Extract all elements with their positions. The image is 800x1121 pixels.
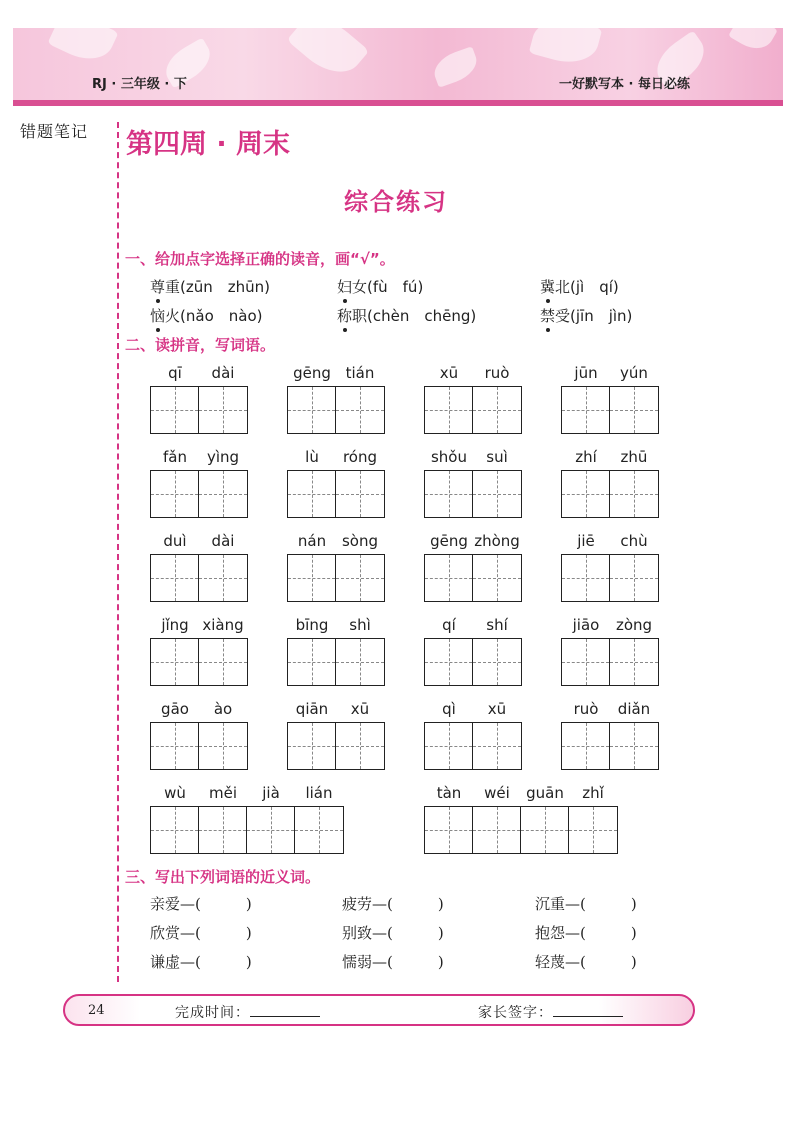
grid-cell[interactable] xyxy=(473,471,521,517)
grid-cell[interactable] xyxy=(336,387,384,433)
pinyin-syllable: ruò xyxy=(573,700,599,718)
pinyin-syllable: gēng xyxy=(430,532,468,550)
writing-grid[interactable] xyxy=(424,470,522,518)
grid-cell[interactable] xyxy=(569,807,617,853)
writing-grid[interactable] xyxy=(561,722,659,770)
grid-cell[interactable] xyxy=(151,555,199,601)
reading-option: 冀北(jì qí) xyxy=(540,278,619,296)
grid-cell[interactable] xyxy=(562,555,610,601)
pinyin-syllable: tàn xyxy=(436,784,462,802)
pinyin-syllable: gēng xyxy=(293,364,331,382)
header-banner xyxy=(13,28,783,106)
writing-grid[interactable] xyxy=(561,470,659,518)
synonym-item: 别致—( ) xyxy=(342,924,444,942)
pinyin-syllable: dài xyxy=(211,364,235,382)
grid-cell[interactable] xyxy=(473,723,521,769)
grid-cell[interactable] xyxy=(610,471,658,517)
pinyin-syllable: lù xyxy=(305,448,319,466)
question-3-title: 三、写出下列词语的近义词。 xyxy=(125,868,321,886)
grid-cell[interactable] xyxy=(295,807,343,853)
synonym-item: 亲爱—( ) xyxy=(150,895,252,913)
synonym-item: 抱怨—( ) xyxy=(535,924,637,942)
grid-cell[interactable] xyxy=(610,555,658,601)
pinyin-syllable: ào xyxy=(213,700,233,718)
grid-cell[interactable] xyxy=(199,387,247,433)
synonym-item: 欣赏—( ) xyxy=(150,924,252,942)
pinyin-syllable: zòng xyxy=(615,616,653,634)
pinyin-syllable: guān xyxy=(526,784,564,802)
grid-cell[interactable] xyxy=(199,471,247,517)
pinyin-syllable: róng xyxy=(342,448,378,466)
pinyin-syllable: zhòng xyxy=(474,532,520,550)
pinyin-syllable: xū xyxy=(350,700,370,718)
grid-cell[interactable] xyxy=(425,639,473,685)
pinyin-syllable: nán xyxy=(297,532,327,550)
synonym-item: 疲劳—( ) xyxy=(342,895,444,913)
pinyin-syllable: ruò xyxy=(484,364,510,382)
grade-label: RJ · 三年级 · 下 xyxy=(92,77,187,92)
pinyin-syllable: xū xyxy=(439,364,459,382)
parent-signature[interactable]: 家长签字： xyxy=(478,1002,623,1022)
grid-cell[interactable] xyxy=(151,723,199,769)
pinyin-syllable: qiān xyxy=(295,700,329,718)
grid-cell[interactable] xyxy=(425,387,473,433)
grid-cell[interactable] xyxy=(199,807,247,853)
grid-cell[interactable] xyxy=(473,555,521,601)
writing-grid[interactable] xyxy=(150,806,344,854)
grid-cell[interactable] xyxy=(288,639,336,685)
grid-cell[interactable] xyxy=(610,387,658,433)
pinyin-syllable: jǐng xyxy=(161,616,189,634)
reading-option: 称职(chèn chēng) xyxy=(337,307,477,325)
pinyin-syllable: tián xyxy=(345,364,375,382)
grid-cell[interactable] xyxy=(473,387,521,433)
page-number: 24 xyxy=(88,1003,105,1018)
writing-grid[interactable] xyxy=(287,722,385,770)
pinyin-syllable: xiàng xyxy=(202,616,244,634)
pinyin-syllable: lián xyxy=(305,784,333,802)
grid-cell[interactable] xyxy=(425,723,473,769)
pinyin-syllable: bīng xyxy=(295,616,329,634)
pinyin-syllable: zhí xyxy=(575,448,597,466)
completion-time[interactable]: 完成时间： xyxy=(175,1002,320,1022)
grid-cell[interactable] xyxy=(336,639,384,685)
pinyin-syllable: xū xyxy=(487,700,507,718)
pinyin-syllable: shǒu xyxy=(430,448,467,466)
grid-cell[interactable] xyxy=(336,471,384,517)
pinyin-syllable: zhū xyxy=(620,448,648,466)
grid-cell[interactable] xyxy=(425,555,473,601)
pinyin-syllable: qì xyxy=(442,700,456,718)
grid-cell[interactable] xyxy=(199,555,247,601)
question-2-title: 二、读拼音，写词语。 xyxy=(125,336,276,354)
writing-grid[interactable] xyxy=(150,722,248,770)
grid-cell[interactable] xyxy=(562,387,610,433)
week-title: 第四周 · 周末 xyxy=(126,129,291,160)
writing-grid[interactable] xyxy=(424,554,522,602)
pinyin-syllable: diǎn xyxy=(617,700,651,718)
reading-option: 禁受(jīn jìn) xyxy=(540,307,633,325)
pinyin-syllable: wù xyxy=(164,784,186,802)
pinyin-syllable: yún xyxy=(620,364,648,382)
pinyin-syllable: qí xyxy=(442,616,456,634)
writing-grid[interactable] xyxy=(150,638,248,686)
grid-cell[interactable] xyxy=(473,639,521,685)
grid-cell[interactable] xyxy=(288,387,336,433)
grid-cell[interactable] xyxy=(151,387,199,433)
synonym-item: 沉重—( ) xyxy=(535,895,637,913)
pinyin-syllable: jūn xyxy=(574,364,598,382)
writing-grid[interactable] xyxy=(424,386,522,434)
pinyin-syllable: měi xyxy=(208,784,237,802)
notes-label: 错题笔记 xyxy=(20,122,89,141)
pinyin-syllable: shì xyxy=(349,616,371,634)
reading-option: 尊重(zūn zhūn) xyxy=(150,278,271,296)
writing-grid[interactable] xyxy=(561,638,659,686)
pinyin-syllable: jiāo xyxy=(572,616,600,634)
grid-cell[interactable] xyxy=(521,807,569,853)
synonym-item: 轻蔑—( ) xyxy=(535,953,637,971)
pinyin-syllable: gāo xyxy=(161,700,189,718)
pinyin-syllable: fǎn xyxy=(163,448,187,466)
writing-grid[interactable] xyxy=(150,386,248,434)
pinyin-syllable: suì xyxy=(486,448,508,466)
pinyin-syllable: sòng xyxy=(341,532,379,550)
pinyin-syllable: duì xyxy=(163,532,187,550)
grid-cell[interactable] xyxy=(247,807,295,853)
writing-grid[interactable] xyxy=(287,386,385,434)
grid-cell[interactable] xyxy=(562,471,610,517)
grid-cell[interactable] xyxy=(151,807,199,853)
writing-grid[interactable] xyxy=(424,806,618,854)
pinyin-syllable: chù xyxy=(620,532,648,550)
grid-cell[interactable] xyxy=(336,723,384,769)
pinyin-syllable: jiē xyxy=(577,532,595,550)
pinyin-syllable: jià xyxy=(262,784,280,802)
reading-option: 妇女(fù fú) xyxy=(337,278,424,296)
grid-cell[interactable] xyxy=(151,471,199,517)
writing-grid[interactable] xyxy=(561,386,659,434)
writing-grid[interactable] xyxy=(287,638,385,686)
synonym-item: 谦虚—( ) xyxy=(150,953,252,971)
pinyin-syllable: shí xyxy=(486,616,508,634)
pinyin-syllable: dài xyxy=(211,532,235,550)
section-title: 综合练习 xyxy=(344,188,448,216)
series-label: 一好默写本 · 每日必练 xyxy=(559,77,690,92)
grid-cell[interactable] xyxy=(151,639,199,685)
header-bar xyxy=(13,100,783,106)
writing-grid[interactable] xyxy=(150,554,248,602)
pinyin-syllable: wéi xyxy=(484,784,510,802)
margin-divider xyxy=(117,122,119,982)
grid-cell[interactable] xyxy=(610,723,658,769)
grid-cell[interactable] xyxy=(288,723,336,769)
writing-grid[interactable] xyxy=(150,470,248,518)
grid-cell[interactable] xyxy=(288,471,336,517)
writing-grid[interactable] xyxy=(561,554,659,602)
writing-grid[interactable] xyxy=(424,722,522,770)
grid-cell[interactable] xyxy=(199,723,247,769)
reading-option: 恼火(nǎo nào) xyxy=(150,307,263,325)
grid-cell[interactable] xyxy=(562,639,610,685)
synonym-item: 懦弱—( ) xyxy=(342,953,444,971)
pinyin-syllable: yìng xyxy=(206,448,240,466)
grid-cell[interactable] xyxy=(199,639,247,685)
pinyin-syllable: zhǐ xyxy=(582,784,604,802)
grid-cell[interactable] xyxy=(473,807,521,853)
writing-grid[interactable] xyxy=(287,470,385,518)
writing-grid[interactable] xyxy=(287,554,385,602)
grid-cell[interactable] xyxy=(425,807,473,853)
writing-grid[interactable] xyxy=(424,638,522,686)
grid-cell[interactable] xyxy=(562,723,610,769)
grid-cell[interactable] xyxy=(336,555,384,601)
question-1-title: 一、给加点字选择正确的读音，画“√”。 xyxy=(125,250,395,268)
grid-cell[interactable] xyxy=(288,555,336,601)
grid-cell[interactable] xyxy=(610,639,658,685)
pinyin-syllable: qī xyxy=(168,364,182,382)
grid-cell[interactable] xyxy=(425,471,473,517)
